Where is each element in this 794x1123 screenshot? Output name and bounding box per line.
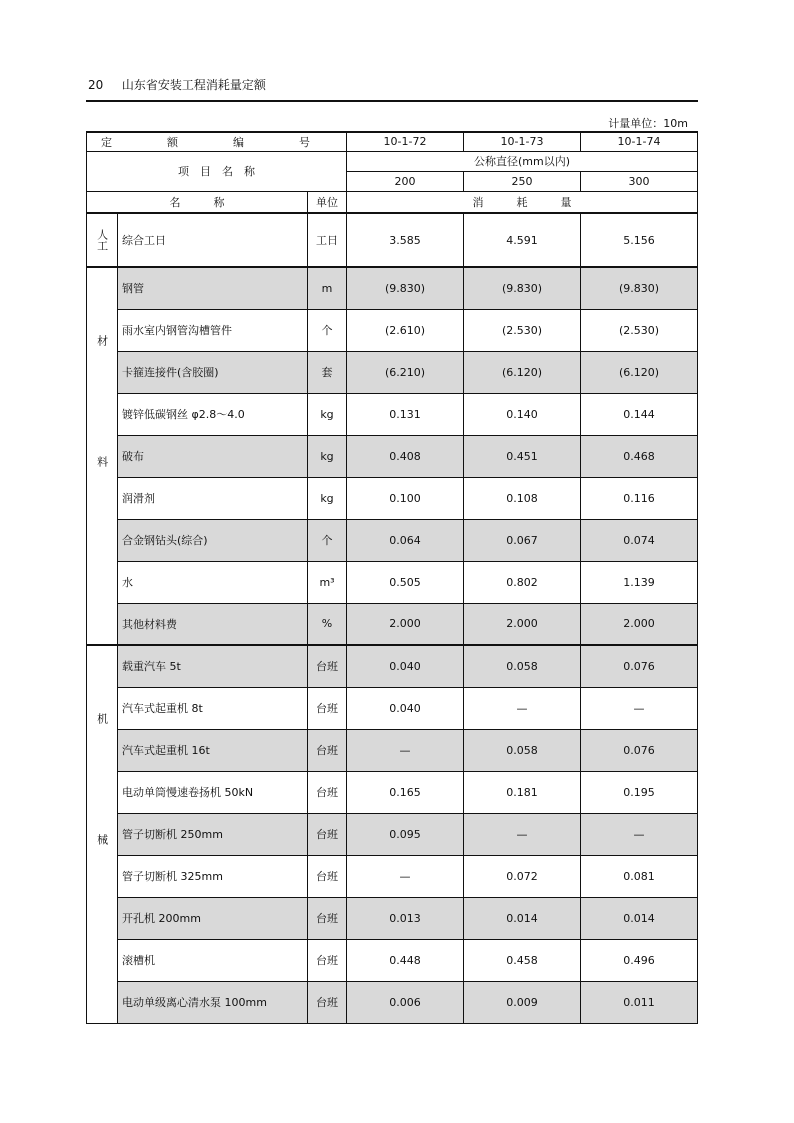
value-cell: (6.120)	[581, 351, 698, 393]
table-row	[87, 981, 698, 1023]
item-unit: 台班	[308, 981, 347, 1023]
column-name-header: 名 称	[87, 191, 308, 213]
group-label: 材料	[87, 267, 118, 645]
item-name: 汽车式起重机 16t	[118, 729, 308, 771]
item-name: 电动单级离心清水泵 100mm	[118, 981, 308, 1023]
page-header	[88, 76, 266, 93]
table-row	[87, 213, 698, 267]
item-unit: 台班	[308, 897, 347, 939]
item-name: 钢管	[118, 267, 308, 309]
code-cell: 10-1-74	[581, 132, 698, 151]
table-row	[87, 687, 698, 729]
value-cell: 0.013	[347, 897, 464, 939]
column-consumption-header: 消 耗 量	[347, 191, 698, 213]
value-cell: 0.140	[464, 393, 581, 435]
item-unit: m	[308, 267, 347, 309]
item-unit: 工日	[308, 213, 347, 267]
item-name: 管子切断机 250mm	[118, 813, 308, 855]
value-cell: 0.006	[347, 981, 464, 1023]
item-name: 其他材料费	[118, 603, 308, 645]
code-row	[87, 132, 698, 151]
value-cell: 2.000	[581, 603, 698, 645]
value-cell: 0.165	[347, 771, 464, 813]
item-unit: 台班	[308, 813, 347, 855]
item-label: 项 目 名 称	[87, 151, 347, 191]
item-unit: 个	[308, 519, 347, 561]
diameter-cell: 200	[347, 171, 464, 191]
value-cell: 0.058	[464, 645, 581, 687]
value-cell: 0.100	[347, 477, 464, 519]
value-cell: (2.610)	[347, 309, 464, 351]
value-cell: 0.802	[464, 561, 581, 603]
item-unit: kg	[308, 477, 347, 519]
value-cell: 0.076	[581, 645, 698, 687]
header-rule	[86, 100, 698, 102]
table-row	[87, 393, 698, 435]
value-cell: 0.451	[464, 435, 581, 477]
value-cell: 0.009	[464, 981, 581, 1023]
table-row	[87, 813, 698, 855]
table-row	[87, 267, 698, 309]
value-cell: —	[581, 813, 698, 855]
value-cell: 0.040	[347, 645, 464, 687]
diameter-cell: 250	[464, 171, 581, 191]
value-cell: 0.014	[464, 897, 581, 939]
table-row	[87, 897, 698, 939]
value-cell: 0.011	[581, 981, 698, 1023]
value-cell: 0.072	[464, 855, 581, 897]
item-name: 水	[118, 561, 308, 603]
value-cell: (9.830)	[464, 267, 581, 309]
value-cell: 0.095	[347, 813, 464, 855]
value-cell: 0.496	[581, 939, 698, 981]
item-unit: m³	[308, 561, 347, 603]
item-name: 镀锌低碳钢丝 φ2.8～4.0	[118, 393, 308, 435]
table-row	[87, 351, 698, 393]
item-unit: 台班	[308, 645, 347, 687]
book-title: 山东省安装工程消耗量定额	[121, 78, 266, 92]
value-cell: —	[464, 687, 581, 729]
group-label: 人工	[87, 213, 118, 267]
code-cell: 10-1-73	[464, 132, 581, 151]
item-unit: 个	[308, 309, 347, 351]
value-cell: 5.156	[581, 213, 698, 267]
value-cell: (2.530)	[464, 309, 581, 351]
value-cell: 2.000	[464, 603, 581, 645]
value-cell: (9.830)	[581, 267, 698, 309]
value-cell: 0.195	[581, 771, 698, 813]
item-name: 破布	[118, 435, 308, 477]
value-cell: (2.530)	[581, 309, 698, 351]
item-name: 开孔机 200mm	[118, 897, 308, 939]
value-cell: —	[347, 729, 464, 771]
value-cell: 0.116	[581, 477, 698, 519]
table-row	[87, 561, 698, 603]
value-cell: 3.585	[347, 213, 464, 267]
value-cell: (9.830)	[347, 267, 464, 309]
item-name: 载重汽车 5t	[118, 645, 308, 687]
value-cell: 0.014	[581, 897, 698, 939]
value-cell: 0.058	[464, 729, 581, 771]
value-cell: 0.040	[347, 687, 464, 729]
table-row	[87, 477, 698, 519]
item-name: 润滑剂	[118, 477, 308, 519]
value-cell: 0.468	[581, 435, 698, 477]
item-unit: 台班	[308, 855, 347, 897]
table-row	[87, 855, 698, 897]
code-label: 定 额 编 号	[87, 132, 347, 151]
value-cell: 0.081	[581, 855, 698, 897]
value-cell: (6.210)	[347, 351, 464, 393]
column-header-row	[87, 191, 698, 213]
value-cell: 0.131	[347, 393, 464, 435]
value-cell: 0.076	[581, 729, 698, 771]
item-name: 电动单筒慢速卷扬机 50kN	[118, 771, 308, 813]
diameter-label: 公称直径(mm以内)	[347, 151, 698, 171]
value-cell: 0.108	[464, 477, 581, 519]
item-unit: 台班	[308, 771, 347, 813]
value-cell: 1.139	[581, 561, 698, 603]
value-cell: 4.591	[464, 213, 581, 267]
item-name: 滚槽机	[118, 939, 308, 981]
value-cell: 2.000	[347, 603, 464, 645]
group-label: 机械	[87, 645, 118, 1023]
value-cell: 0.067	[464, 519, 581, 561]
diameter-label-row	[87, 151, 698, 171]
item-unit: 台班	[308, 687, 347, 729]
value-cell: (6.120)	[464, 351, 581, 393]
table-row	[87, 729, 698, 771]
item-unit: 台班	[308, 939, 347, 981]
item-unit: 套	[308, 351, 347, 393]
table-row	[87, 519, 698, 561]
value-cell: 0.408	[347, 435, 464, 477]
table-row	[87, 309, 698, 351]
value-cell: 0.064	[347, 519, 464, 561]
value-cell: 0.448	[347, 939, 464, 981]
item-name: 管子切断机 325mm	[118, 855, 308, 897]
unit-note: 计量单位：10m	[608, 117, 688, 130]
item-name: 雨水室内钢管沟槽管件	[118, 309, 308, 351]
table-row	[87, 603, 698, 645]
diameter-cell: 300	[581, 171, 698, 191]
code-cell: 10-1-72	[347, 132, 464, 151]
value-cell: 0.181	[464, 771, 581, 813]
value-cell: 0.074	[581, 519, 698, 561]
item-unit: kg	[308, 393, 347, 435]
item-name: 综合工日	[118, 213, 308, 267]
item-unit: 台班	[308, 729, 347, 771]
column-unit-header: 单位	[308, 191, 347, 213]
item-name: 合金钢钻头(综合)	[118, 519, 308, 561]
table-row	[87, 435, 698, 477]
value-cell: 0.505	[347, 561, 464, 603]
table-row	[87, 939, 698, 981]
value-cell: —	[347, 855, 464, 897]
value-cell: —	[464, 813, 581, 855]
value-cell: —	[581, 687, 698, 729]
item-unit: %	[308, 603, 347, 645]
item-name: 汽车式起重机 8t	[118, 687, 308, 729]
page-number: 20	[88, 78, 104, 92]
item-unit: kg	[308, 435, 347, 477]
table-row	[87, 771, 698, 813]
quota-table	[86, 131, 698, 1024]
table-row	[87, 645, 698, 687]
value-cell: 0.144	[581, 393, 698, 435]
value-cell: 0.458	[464, 939, 581, 981]
item-name: 卡箍连接件(含胶圈)	[118, 351, 308, 393]
